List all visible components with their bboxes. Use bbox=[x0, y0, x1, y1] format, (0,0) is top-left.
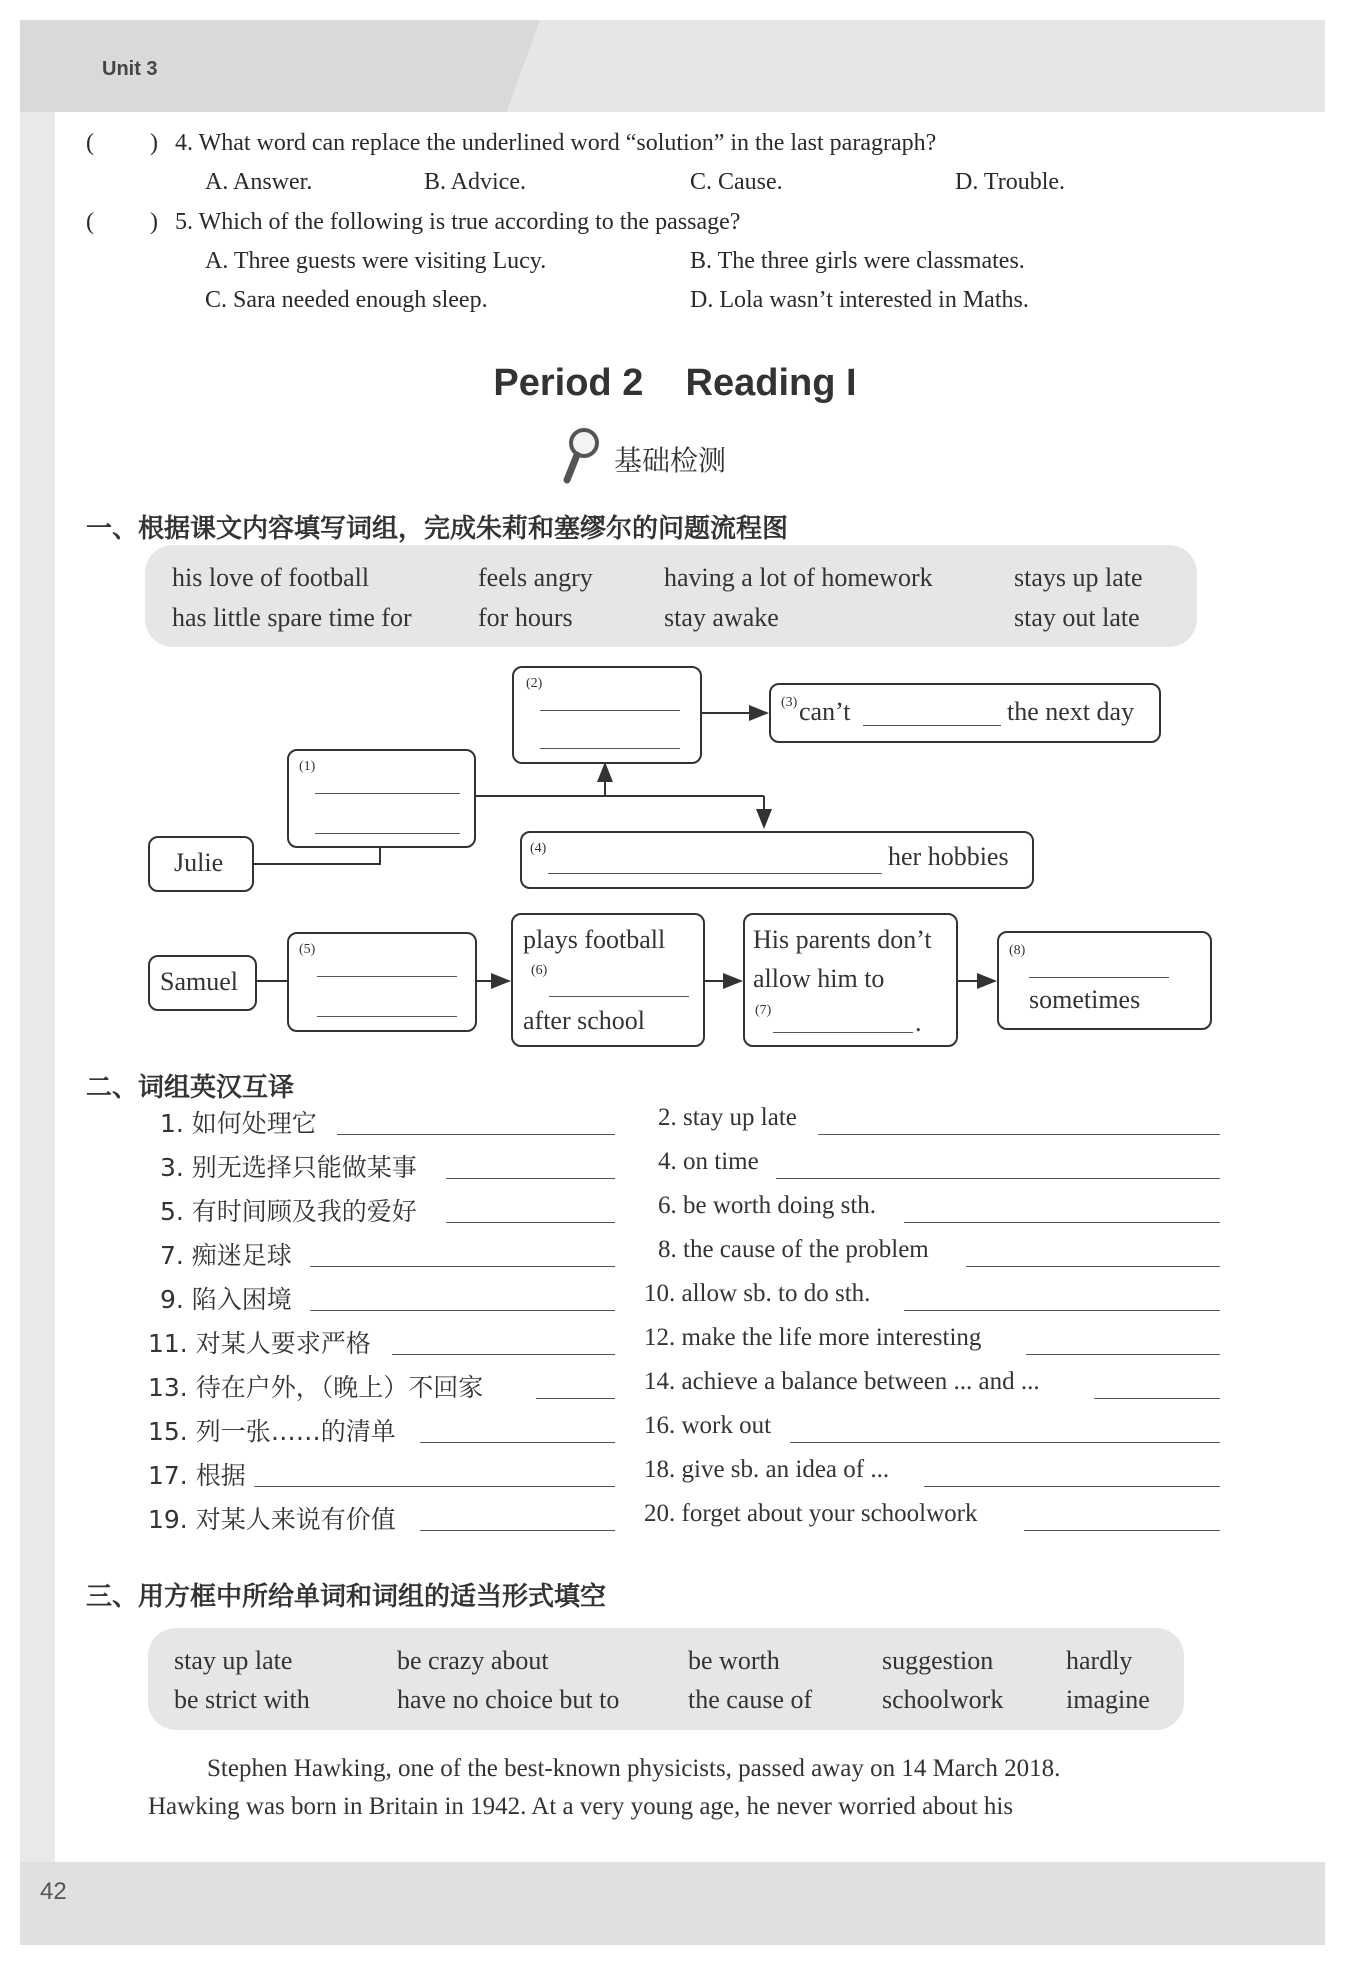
flow-box-8 bbox=[997, 931, 1212, 1030]
answer-blank[interactable] bbox=[540, 748, 680, 749]
option: C. Cause. bbox=[690, 169, 783, 195]
flow-box-3 bbox=[769, 683, 1161, 743]
word-bank-item: for hours bbox=[478, 603, 573, 632]
cant-text: can’t bbox=[799, 697, 851, 726]
answer-line[interactable] bbox=[904, 1222, 1220, 1223]
answer-line[interactable] bbox=[1094, 1398, 1220, 1399]
period-mark: . bbox=[915, 1008, 922, 1037]
answer-blank[interactable] bbox=[863, 725, 1001, 726]
answer-line[interactable] bbox=[446, 1178, 615, 1179]
section-heading: 三、用方框中所给单词和词组的适当形式填空 bbox=[86, 1582, 607, 1612]
word-bank-item: imagine bbox=[1066, 1685, 1150, 1714]
answer-line[interactable] bbox=[420, 1530, 615, 1531]
word-bank-item: be crazy about bbox=[397, 1646, 549, 1675]
option: C. Sara needed enough sleep. bbox=[205, 287, 488, 313]
translation-item: 15. 列一张……的清单 bbox=[148, 1417, 396, 1446]
blank-number: (2) bbox=[526, 676, 543, 691]
answer-line[interactable] bbox=[392, 1354, 615, 1355]
word-bank-item: be strict with bbox=[174, 1685, 310, 1714]
word-bank-item: suggestion bbox=[882, 1646, 994, 1675]
answer-blank[interactable] bbox=[315, 793, 460, 794]
translation-item: 9. 陷入困境 bbox=[160, 1285, 292, 1314]
word-bank-item: having a lot of homework bbox=[664, 563, 933, 592]
question-stem: 4. What word can replace the underlined word “solution” in the last paragraph? bbox=[175, 130, 937, 156]
answer-line[interactable] bbox=[254, 1486, 615, 1487]
option: B. The three girls were classmates. bbox=[690, 248, 1025, 274]
answer-paren-close: ) bbox=[150, 130, 158, 156]
blank-number: (8) bbox=[1009, 943, 1026, 958]
answer-line[interactable] bbox=[536, 1398, 615, 1399]
parents-text-line1: His parents don’t bbox=[753, 925, 932, 954]
blank-number: (3) bbox=[781, 695, 798, 710]
parents-text-line2: allow him to bbox=[753, 964, 885, 993]
word-bank-item: stay awake bbox=[664, 603, 779, 632]
blank-number: (6) bbox=[531, 963, 548, 978]
option: D. Lola wasn’t interested in Maths. bbox=[690, 287, 1029, 313]
word-bank-item: feels angry bbox=[478, 563, 593, 592]
option: D. Trouble. bbox=[955, 169, 1066, 195]
translation-item: 3. 别无选择只能做某事 bbox=[160, 1153, 417, 1182]
her-hobbies-text: her hobbies bbox=[888, 842, 1009, 871]
answer-line[interactable] bbox=[1024, 1530, 1220, 1531]
translation-item: 2. stay up late bbox=[658, 1104, 797, 1131]
translation-item: 5. 有时间顾及我的爱好 bbox=[160, 1197, 417, 1226]
flow-box-samuel bbox=[148, 955, 257, 1011]
section-badge-label: 基础检测 bbox=[614, 444, 727, 477]
answer-line[interactable] bbox=[420, 1442, 615, 1443]
answer-line[interactable] bbox=[790, 1442, 1220, 1443]
translation-item: 7. 痴迷足球 bbox=[160, 1241, 292, 1270]
samuel-label: Samuel bbox=[160, 967, 238, 996]
word-bank-item: his love of football bbox=[172, 563, 370, 592]
answer-line[interactable] bbox=[310, 1310, 615, 1311]
translation-item: 14. achieve a balance between ... and ... bbox=[644, 1368, 1040, 1395]
answer-line[interactable] bbox=[337, 1134, 615, 1135]
option: A. Answer. bbox=[205, 169, 313, 195]
answer-blank[interactable] bbox=[549, 996, 689, 997]
passage-line: Hawking was born in Britain in 1942. At a very young age, he never worried about his bbox=[148, 1793, 1014, 1820]
header-band bbox=[20, 20, 1325, 112]
answer-line[interactable] bbox=[1026, 1354, 1220, 1355]
word-bank-item: stay out late bbox=[1014, 603, 1140, 632]
section-badge bbox=[556, 425, 766, 485]
plays-football-text: plays football bbox=[523, 925, 666, 954]
answer-line[interactable] bbox=[904, 1310, 1220, 1311]
translation-item: 6. be worth doing sth. bbox=[658, 1192, 877, 1219]
word-bank-item: stays up late bbox=[1014, 563, 1143, 592]
next-day-text: the next day bbox=[1007, 697, 1135, 726]
answer-paren-open: ( bbox=[86, 130, 94, 156]
word-bank-item: schoolwork bbox=[882, 1685, 1004, 1714]
flow-box-5 bbox=[287, 932, 477, 1032]
answer-line[interactable] bbox=[966, 1266, 1220, 1267]
translation-item: 4. on time bbox=[658, 1148, 759, 1175]
word-bank-item: stay up late bbox=[174, 1646, 293, 1675]
julie-label: Julie bbox=[174, 848, 224, 877]
answer-line[interactable] bbox=[818, 1134, 1220, 1135]
word-bank-item: have no choice but to bbox=[397, 1685, 620, 1714]
after-school-text: after school bbox=[523, 1006, 646, 1035]
blank-number: (1) bbox=[299, 759, 316, 774]
section-heading: 一、根据课文内容填写词组，完成朱莉和塞缪尔的问题流程图 bbox=[86, 514, 789, 544]
flow-box-2 bbox=[512, 666, 702, 764]
page-number: 42 bbox=[40, 1878, 67, 1905]
blank-number: (5) bbox=[299, 942, 316, 957]
translation-item: 12. make the life more interesting bbox=[644, 1324, 982, 1351]
word-bank-item: be worth bbox=[688, 1646, 780, 1675]
option: B. Advice. bbox=[424, 169, 526, 195]
answer-paren-open: ( bbox=[86, 209, 94, 235]
translation-item: 1. 如何处理它 bbox=[160, 1109, 317, 1138]
answer-line[interactable] bbox=[924, 1486, 1220, 1487]
answer-blank[interactable] bbox=[315, 833, 460, 834]
magnifier-icon bbox=[556, 425, 606, 485]
answer-blank[interactable] bbox=[1029, 977, 1169, 978]
period-title: Period 2 Reading I bbox=[493, 362, 857, 404]
translation-item: 17. 根据 bbox=[148, 1461, 246, 1490]
answer-line[interactable] bbox=[310, 1266, 615, 1267]
flow-box-7 bbox=[743, 913, 958, 1047]
answer-paren-close: ) bbox=[150, 209, 158, 235]
word-bank-item: has little spare time for bbox=[172, 603, 412, 632]
section-heading: 二、词组英汉互译 bbox=[86, 1073, 295, 1103]
passage-line: Stephen Hawking, one of the best-known physicists, passed away on 14 March 2018. bbox=[207, 1755, 1061, 1782]
word-bank-item: hardly bbox=[1066, 1646, 1133, 1675]
blank-number: (7) bbox=[755, 1003, 772, 1018]
translation-item: 20. forget about your schoolwork bbox=[644, 1500, 978, 1527]
footer-band bbox=[20, 1862, 1325, 1945]
translation-item: 18. give sb. an idea of ... bbox=[644, 1456, 890, 1483]
translation-item: 11. 对某人要求严格 bbox=[148, 1329, 371, 1358]
translation-item: 16. work out bbox=[644, 1412, 772, 1439]
answer-blank[interactable] bbox=[773, 1032, 913, 1033]
flow-box-6 bbox=[511, 913, 705, 1047]
blank-number: (4) bbox=[530, 841, 547, 856]
answer-blank[interactable] bbox=[317, 1016, 457, 1017]
flow-box-1 bbox=[287, 749, 476, 848]
translation-item: 10. allow sb. to do sth. bbox=[644, 1280, 871, 1307]
answer-blank[interactable] bbox=[548, 873, 882, 874]
option: A. Three guests were visiting Lucy. bbox=[205, 248, 547, 274]
answer-line[interactable] bbox=[446, 1222, 615, 1223]
flow-box-4 bbox=[520, 831, 1034, 889]
answer-blank[interactable] bbox=[540, 710, 680, 711]
question-stem: 5. Which of the following is true according to the passage? bbox=[175, 209, 741, 235]
word-bank-item: the cause of bbox=[688, 1685, 813, 1714]
translation-item: 13. 待在户外，（晚上）不回家 bbox=[148, 1373, 484, 1402]
translation-item: 19. 对某人来说有价值 bbox=[148, 1505, 396, 1534]
unit-label: Unit 3 bbox=[102, 58, 158, 80]
sometimes-text: sometimes bbox=[1029, 985, 1141, 1014]
answer-line[interactable] bbox=[776, 1178, 1220, 1179]
answer-blank[interactable] bbox=[317, 976, 457, 977]
translation-item: 8. the cause of the problem bbox=[658, 1236, 929, 1263]
flow-box-julie bbox=[148, 836, 254, 892]
